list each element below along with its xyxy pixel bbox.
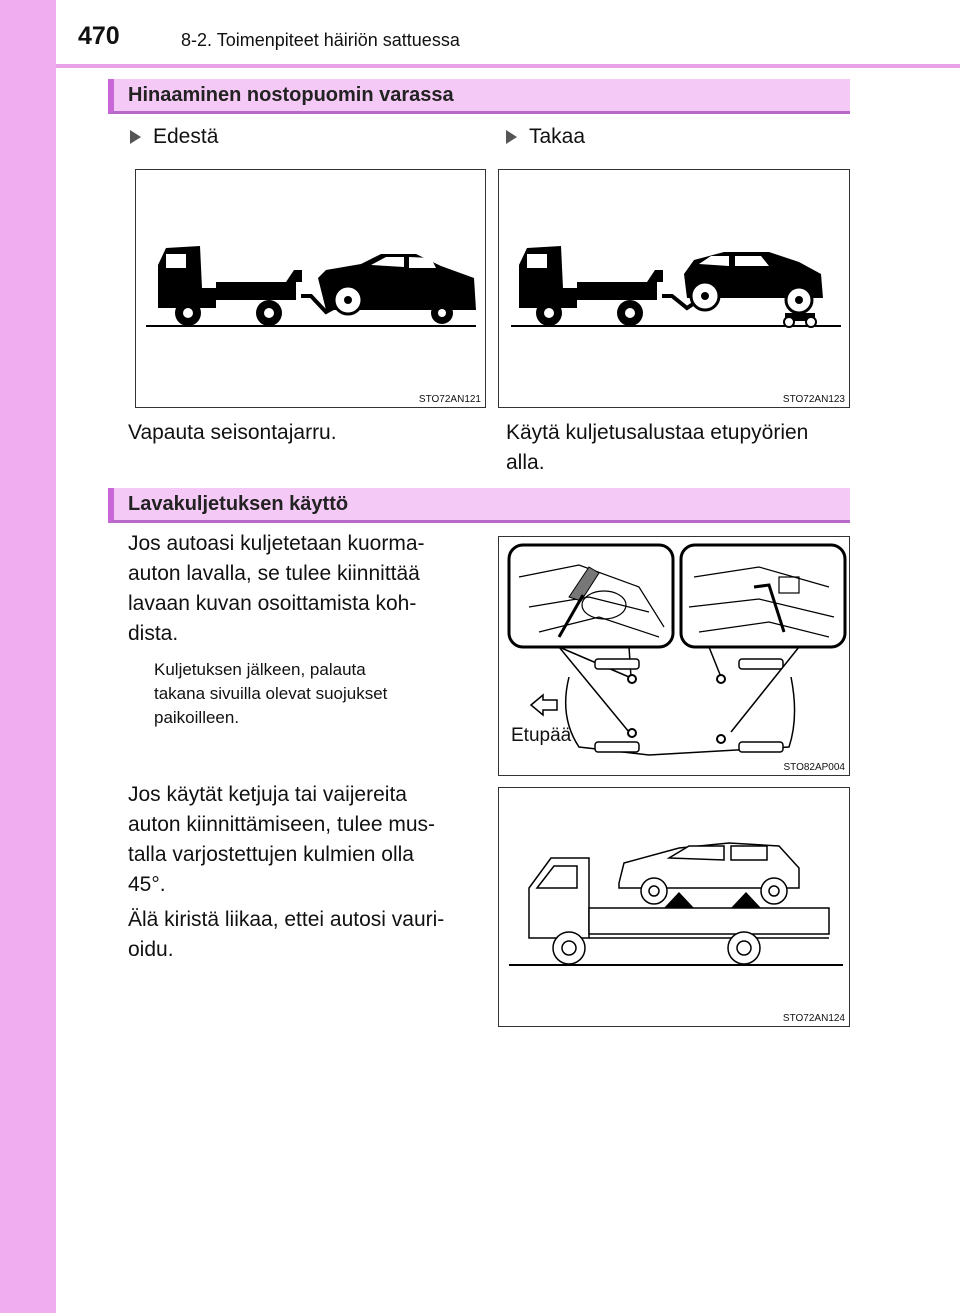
bullet-label: Edestä	[153, 125, 219, 148]
figure-tow-rear	[498, 169, 850, 408]
triangle-bullet-icon	[130, 130, 141, 144]
paragraph-line: 45°.	[128, 873, 166, 896]
figure-code: STO82AP004	[783, 762, 845, 773]
paragraph-flatbed	[128, 529, 478, 649]
chapter-title: 8-2. Toimenpiteet häiriön sattuessa	[181, 30, 460, 50]
triangle-bullet-icon	[506, 130, 517, 144]
caption-rear	[506, 418, 844, 478]
section-title: Lavakuljetuksen käyttö	[128, 493, 349, 515]
paragraph-line: Jos autoasi kuljetetaan kuorma-	[128, 532, 425, 555]
paragraph-line: Jos käytät ketjuja tai vaijereita	[128, 783, 407, 806]
figure-code: STO72AN124	[782, 1013, 845, 1024]
figure-code: STO72AN121	[418, 394, 481, 405]
note-line: takana sivuilla olevat suojukset	[154, 684, 388, 703]
note-line: Kuljetuksen jälkeen, palauta	[154, 660, 366, 679]
paragraph-line: oidu.	[128, 938, 174, 961]
flatbed-truck-illustration	[499, 788, 851, 1028]
paragraph-line: auton kiinnittämiseen, tulee mus-	[128, 813, 435, 836]
section-heading-tow-truck	[108, 79, 850, 114]
bullet-front	[130, 125, 218, 149]
paragraph-line: dista.	[128, 622, 179, 645]
figure-tow-front	[135, 169, 486, 408]
page-number: 470	[78, 22, 120, 50]
paragraph-overtighten	[128, 905, 478, 965]
tow-truck-rear-illustration	[499, 170, 851, 409]
side-tab	[0, 0, 56, 1313]
paragraph-line: auton lavalla, se tulee kiinnittää	[128, 562, 420, 585]
paragraph-line: lavaan kuvan osoittamista koh-	[128, 592, 417, 615]
paragraph-line: Älä kiristä liikaa, ettei autosi vauri-	[128, 908, 445, 931]
note-covers	[154, 658, 479, 730]
bullet-rear	[506, 125, 585, 149]
figure-tiedown-points	[498, 536, 850, 776]
caption-front: Vapauta seisontajarru.	[128, 421, 337, 444]
figure-code: STO72AN123	[782, 394, 845, 405]
front-label: Etupää	[511, 725, 572, 746]
figure-flatbed-truck	[498, 787, 850, 1027]
section-heading-flatbed	[108, 488, 850, 523]
bullet-label: Takaa	[529, 125, 586, 148]
tow-truck-front-illustration	[136, 170, 487, 409]
note-line: paikoilleen.	[154, 708, 240, 727]
section-title: Hinaaminen nostopuomin varassa	[128, 84, 454, 106]
paragraph-line: talla varjostettujen kulmien olla	[128, 843, 414, 866]
caption-rear-line: Käytä kuljetusalustaa etupyörien	[506, 421, 809, 444]
paragraph-chains	[128, 780, 478, 900]
caption-rear-line: alla.	[506, 451, 545, 474]
header-rule	[56, 64, 960, 68]
